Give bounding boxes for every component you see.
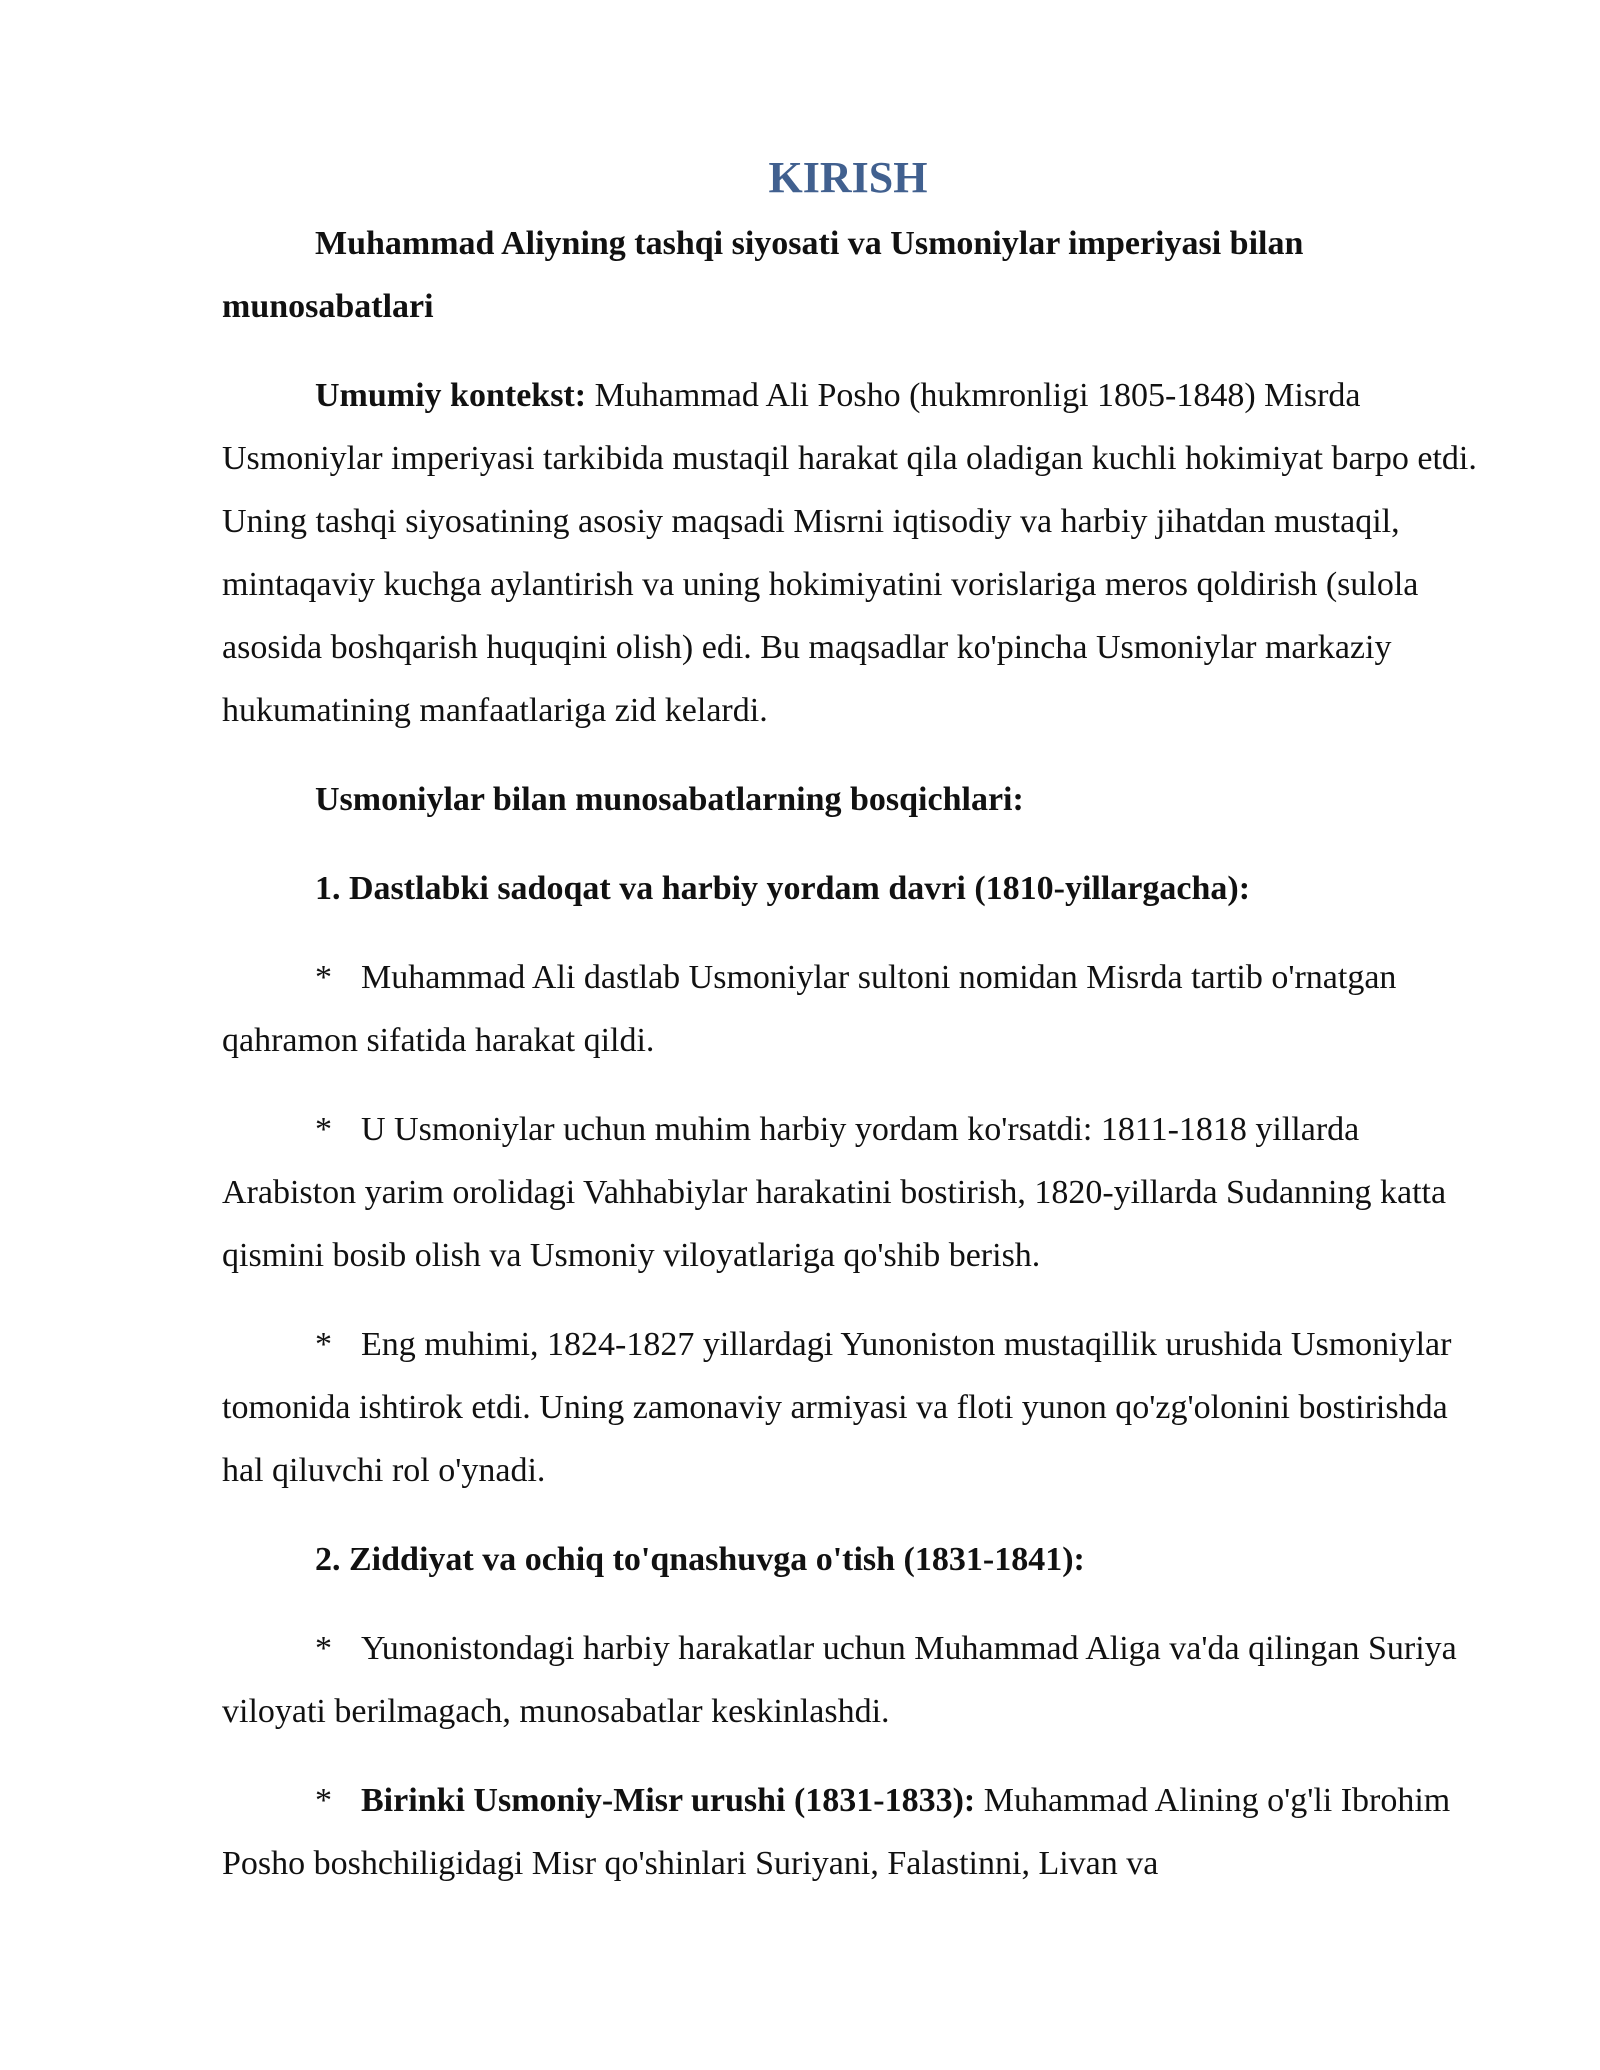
stages-heading: Usmoniylar bilan munosabatlarning bosqichlari:	[315, 781, 1024, 818]
bullet-text: Muhammad Ali dastlab Usmoniylar sultoni nomidan Misrda tartib o'rnatgan qahramon sifatida harakat qildi.	[222, 959, 1397, 1059]
bullet-bold-text: Birinki Usmoniy-Misr urushi (1831-1833):	[361, 1782, 976, 1819]
context-label: Umumiy kontekst:	[315, 377, 587, 414]
stage2-heading: 2. Ziddiyat va ochiq to'qnashuvga o'tish (1831-1841):	[315, 1541, 1085, 1578]
bullet-text: U Usmoniylar uchun muhim harbiy yordam ko'rsatdi: 1811-1818 yillarda Arabiston yarim orolidagi Vahhabiylar harakatini bostirish, 1820-yillarda Sudanning katta qismini bosib olish va Usmoniy viloyatlariga qo'shib berish.	[222, 1111, 1447, 1274]
document-subtitle: Muhammad Aliyning tashqi siyosati va Usmoniylar imperiyasi bilan munosabatlari	[222, 225, 1304, 325]
bullet-marker: *	[315, 1630, 332, 1667]
bullet-text: Yunonistondagi harbiy harakatlar uchun Muhammad Aliga va'da qilingan Suriya viloyati berilmagach, munosabatlar keskinlashdi.	[222, 1630, 1457, 1730]
context-paragraph	[222, 364, 1480, 742]
bullet-marker: *	[315, 1782, 332, 1819]
stage2-bullet-1	[222, 1617, 1480, 1743]
bullet-text: Eng muhimi, 1824-1827 yillardagi Yunoniston mustaqillik urushida Usmoniylar tomonida ishtirok etdi. Uning zamonaviy armiyasi va floti yunon qo'zg'olonini bostirishda hal qiluvchi rol o'ynadi.	[222, 1326, 1452, 1489]
bullet-marker: *	[315, 1111, 332, 1148]
stage1-heading: 1. Dastlabki sadoqat va harbiy yordam davri (1810-yillargacha):	[315, 870, 1251, 907]
context-text: Muhammad Ali Posho (hukmronligi 1805-1848) Misrda Usmoniylar imperiyasi tarkibida mustaqil harakat qila oladigan kuchli hokimiyat barpo etdi. Uning tashqi siyosatining asosiy maqsadi Misrni iqtisodiy va harbiy jihatdan mustaqil, mintaqaviy kuchga aylantirish va uning hokimiyatini vorislariga meros qoldirish (sulola asosida boshqarish huquqini olish) edi. Bu maqsadlar ko'pincha Usmoniylar markaziy hukumatining manfaatlariga zid kelardi.	[222, 377, 1477, 729]
stage1-bullet-2	[222, 1098, 1480, 1287]
stage2-bullet-2	[222, 1769, 1480, 1895]
bullet-marker: *	[315, 959, 332, 996]
stage1-bullet-3	[222, 1313, 1480, 1502]
document-title: KIRISH	[768, 153, 928, 202]
stage1-bullet-1	[222, 946, 1480, 1072]
bullet-text: Muhammad Alining o'g'li Ibrohim Posho boshchiligidagi Misr qo'shinlari Suriyani, Falastinni, Livan va	[222, 1782, 1451, 1882]
bullet-marker: *	[315, 1326, 332, 1363]
